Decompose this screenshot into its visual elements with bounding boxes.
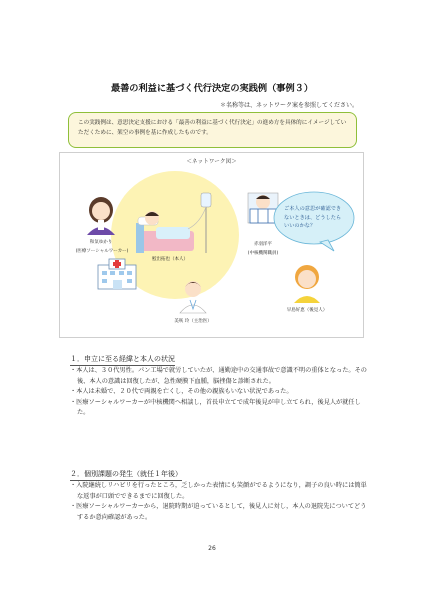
section-2-title: [70, 469, 182, 481]
hospital-staff-name-label: 赤羽洋平: [254, 242, 272, 247]
intro-box: [68, 112, 357, 148]
guardian-figure: [294, 265, 320, 303]
section-1-list: [70, 366, 370, 419]
section-1-title: [70, 354, 175, 366]
speech-bubble: [272, 190, 356, 252]
list-item: ・入院継続しリハビリを行ったところ，乏しかった表情にも笑顔がでるようになり，調子の良い時には簡単な返事が口頭でできるまでに回復した。: [70, 482, 367, 500]
doctor-label: 美咲 玲（主治医）: [174, 319, 212, 324]
list-item: ・本人は未婚で、２０代で両親を亡くし，その他の親族もいない状況であった。: [70, 388, 293, 396]
list-item: ・医療ソーシャルワーカーから，退院時期が迫っているとして，後見人に対し，本人の退院先についてどうするか意向確認があった。: [70, 503, 367, 521]
social-worker-figure: [87, 197, 115, 235]
guardian-label: 早島好恵（後見人）: [286, 308, 328, 313]
list-item: ・本人は、３０代男性。パン工場で就労していたが、通勤途中の交通事故で意識不明の重体となった。その後、本人の意識は回復したが、急性硬膜下血腫，脳挫傷と診断された。: [70, 367, 367, 385]
note-text: ＊名称等は、ネットワーク案を参照してください。: [219, 102, 358, 109]
section-2-title-text: ２．個別課題の発生（就任１年後）: [70, 469, 182, 481]
speech-bubble-text: ご本人の意思が確認できないときは、どうしたらいいのかな？: [284, 206, 342, 229]
page-title: 最善の利益に基づく代行決定の実践例（事例３）: [110, 83, 314, 94]
principal-label: 鮫出拓也（本人）: [152, 257, 188, 262]
list-item: ・医療ソーシャルワーカーが中核機関へ相談し，首長申立てで成年後見が申し立てられ，後見人が就任した。: [70, 398, 361, 417]
social-worker-role-label: (医療ソーシャルワーカー): [75, 249, 129, 254]
social-worker-name-label: 和気ゆかり: [89, 240, 113, 245]
page-number: 26: [208, 545, 216, 552]
hospital-staff-role-label: (中核機関職員): [247, 251, 279, 256]
intro-text: この実践例は、意思決定支援における「最善の利益に基づく代行決定」の進め方を具体的にイメージしていただくために、架空の事例を基に作成したものです。: [78, 120, 347, 136]
section-2-list: [70, 481, 370, 523]
network-label: ＜ネットワーク図＞: [186, 159, 237, 165]
section-1-title-text: １．申立に至る経緯と本人の状況: [70, 354, 175, 366]
